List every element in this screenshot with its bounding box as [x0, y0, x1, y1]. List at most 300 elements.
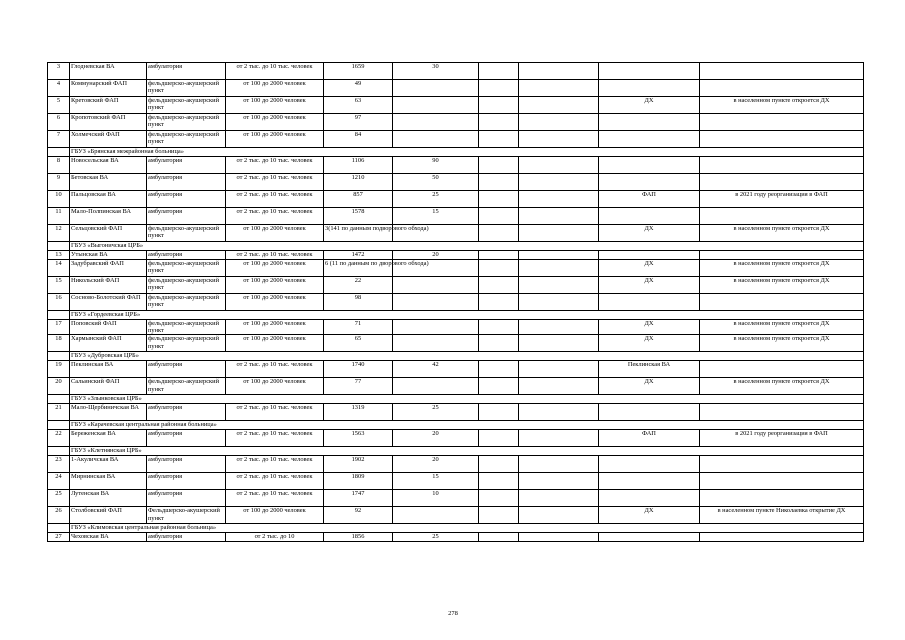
population-category-text: от 2 тыс. до 10 тыс. человек [236, 174, 313, 181]
population-category-text: от 100 до 2000 человек [243, 378, 306, 386]
residents-count [324, 473, 393, 490]
population-category-text: от 100 до 2000 человек [243, 114, 306, 121]
group-header-row [48, 148, 864, 157]
distance-value [393, 251, 479, 260]
row-number [48, 490, 70, 507]
empty-cell [519, 63, 599, 80]
facility-name-text: Хармынский ФАП [71, 335, 122, 343]
planned-change [599, 63, 700, 80]
planned-change-text: ДХ [644, 277, 654, 284]
group-title: ГБУЗ «Выгоничская ЦРБ» [70, 242, 864, 251]
row-number [48, 225, 70, 242]
distance-value-text: 25 [432, 404, 439, 412]
population-category-text: от 2 тыс. до 10 тыс. человек [236, 456, 313, 464]
change-note-text: в населенном пункте откроется ДХ [733, 320, 830, 327]
empty-cell [519, 174, 599, 191]
distance-value [393, 378, 479, 395]
distance-value-text: 25 [432, 191, 439, 198]
row-number-text: 15 [55, 277, 62, 284]
row-number [48, 131, 70, 148]
table-row [48, 225, 864, 242]
table-row [48, 361, 864, 378]
empty-cell [519, 277, 599, 294]
row-number [48, 174, 70, 191]
planned-change [599, 251, 700, 260]
facility-type-text: амбулатория [148, 533, 183, 541]
table-row [48, 277, 864, 294]
residents-count-text: 3(141 по данным подворового обхода) [325, 225, 429, 232]
population-category-text: от 2 тыс. до 10 тыс. человек [236, 430, 313, 438]
residents-count [324, 533, 393, 542]
residents-count [324, 63, 393, 80]
row-number-text: 8 [56, 157, 61, 164]
row-number-text: 17 [55, 320, 62, 327]
residents-count [324, 294, 393, 311]
residents-count-text: 98 [354, 294, 362, 301]
group-number-cell [48, 447, 70, 456]
group-number-cell [48, 242, 70, 251]
row-number-text: 10 [55, 191, 62, 198]
change-note [700, 361, 864, 378]
facility-type-text: амбулатория [148, 473, 183, 481]
row-number [48, 507, 70, 524]
facility-name [70, 490, 147, 507]
population-category [226, 294, 324, 311]
empty-cell [479, 208, 519, 225]
planned-change [599, 404, 700, 421]
change-note-text: в населенном пункте откроется ДХ [733, 260, 830, 267]
facility-type [147, 335, 226, 352]
planned-change [599, 260, 700, 277]
change-note-text: в населенном пункте откроется ДХ [733, 97, 830, 104]
residents-count-text: 49 [354, 80, 362, 87]
planned-change [599, 174, 700, 191]
distance-value [393, 97, 479, 114]
row-number [48, 335, 70, 352]
facility-type-text: фельдшерско-акушерский пункт [148, 225, 220, 240]
row-number [48, 251, 70, 260]
facility-name-text: Новосельская ВА [71, 157, 119, 164]
table-row [48, 473, 864, 490]
population-category [226, 97, 324, 114]
residents-count-text: 71 [354, 320, 362, 327]
table-row [48, 260, 864, 277]
facility-name [70, 131, 147, 148]
group-number-cell [48, 311, 70, 320]
row-number-text: 22 [55, 430, 62, 438]
empty-cell [519, 320, 599, 335]
row-number-text: 13 [55, 251, 62, 258]
empty-cell [519, 430, 599, 447]
page-number: 278 [448, 610, 458, 617]
row-number-text: 7 [56, 131, 61, 138]
population-category [226, 456, 324, 473]
planned-change [599, 294, 700, 311]
distance-value [393, 114, 479, 131]
planned-change [599, 378, 700, 395]
residents-count-text: 1210 [351, 174, 365, 181]
change-note-text: в населенном пункте Николаевка открытие ДХ [717, 507, 846, 515]
distance-value-text: 42 [432, 361, 439, 369]
facility-type [147, 80, 226, 97]
empty-cell [479, 225, 519, 242]
empty-cell [519, 294, 599, 311]
planned-change [599, 430, 700, 447]
facility-name-text: Столбовский ФАП [71, 507, 122, 515]
residents-count [324, 404, 393, 421]
residents-count-text: 1740 [351, 361, 365, 369]
group-number-cell [48, 395, 70, 404]
empty-cell [479, 260, 519, 277]
planned-change [599, 277, 700, 294]
facility-name [70, 157, 147, 174]
facility-name-text: Мало-Полпинская ВА [71, 208, 131, 215]
change-note-text: в 2021 году реорганизация в ФАП [735, 430, 828, 438]
facility-type [147, 378, 226, 395]
group-header-row [48, 395, 864, 404]
group-number-cell [48, 421, 70, 430]
facility-type [147, 131, 226, 148]
facility-name-text: Коммунарский ФАП [71, 80, 128, 87]
empty-cell [519, 157, 599, 174]
population-category-text: от 100 до 2000 человек [243, 294, 306, 301]
facility-name [70, 456, 147, 473]
population-category [226, 260, 324, 277]
population-category-text: от 100 до 2000 человек [243, 277, 306, 284]
empty-cell [479, 320, 519, 335]
distance-value [393, 533, 479, 542]
change-note [700, 277, 864, 294]
residents-count [324, 430, 393, 447]
change-note [700, 320, 864, 335]
group-title: ГБУЗ «Злынковская ЦРБ» [70, 395, 864, 404]
group-header-row [48, 524, 864, 533]
residents-count [324, 114, 393, 131]
facility-name-text: Мало-Щербиничская ВА [71, 404, 139, 412]
empty-cell [479, 131, 519, 148]
residents-count [324, 490, 393, 507]
population-category [226, 404, 324, 421]
facility-name [70, 80, 147, 97]
planned-change [599, 335, 700, 352]
population-category [226, 490, 324, 507]
facility-name [70, 335, 147, 352]
planned-change [599, 456, 700, 473]
residents-count-text: 1106 [351, 157, 365, 164]
empty-cell [479, 251, 519, 260]
empty-cell [479, 294, 519, 311]
facility-type-text: амбулатория [148, 456, 183, 464]
empty-cell [519, 335, 599, 352]
facility-type [147, 456, 226, 473]
change-note [700, 294, 864, 311]
planned-change-text: ФАП [642, 430, 656, 438]
row-number-text: 3 [56, 63, 61, 70]
planned-change-text: ДХ [644, 260, 654, 267]
change-note [700, 404, 864, 421]
row-number [48, 157, 70, 174]
residents-count-text: 6 (11 по данным по дворового обхода) [325, 260, 429, 267]
population-category [226, 157, 324, 174]
facility-type-text: амбулатория [148, 361, 183, 369]
facility-type-text: амбулатория [148, 490, 183, 498]
empty-cell [519, 225, 599, 242]
facility-type-text: амбулатория [148, 157, 183, 164]
facility-type-text: амбулатория [148, 208, 183, 215]
facility-name-text: Кропотовский ФАП [71, 114, 126, 121]
facility-type-text: амбулатория [148, 191, 183, 198]
row-number [48, 456, 70, 473]
facility-name [70, 191, 147, 208]
row-number [48, 97, 70, 114]
empty-cell [519, 490, 599, 507]
empty-cell [479, 335, 519, 352]
change-note-text: в населенном пункте откроется ДХ [733, 378, 830, 386]
residents-count-text: 1902 [351, 456, 365, 464]
population-category-text: от 100 до 2000 человек [243, 131, 306, 138]
row-number-text: 25 [55, 490, 62, 498]
table-row [48, 80, 864, 97]
row-number [48, 80, 70, 97]
empty-cell [479, 174, 519, 191]
change-note [700, 80, 864, 97]
facility-name [70, 320, 147, 335]
row-number-text: 6 [56, 114, 61, 121]
planned-change-text: Пеклинская ВА [627, 361, 671, 369]
change-note [700, 456, 864, 473]
residents-count [324, 277, 393, 294]
empty-cell [479, 404, 519, 421]
distance-value [393, 320, 479, 335]
population-category-text: от 2 тыс. до 10 тыс. человек [236, 473, 313, 481]
facility-name [70, 294, 147, 311]
residents-count-text: 1856 [351, 533, 365, 541]
group-header-row [48, 447, 864, 456]
residents-count-text: 1472 [351, 251, 365, 258]
population-category-text: от 2 тыс. до 10 тыс. человек [236, 251, 313, 258]
change-note [700, 208, 864, 225]
facility-name [70, 361, 147, 378]
population-category [226, 277, 324, 294]
distance-value-text: 90 [432, 157, 439, 164]
row-number-text: 9 [56, 174, 61, 181]
population-category-text: от 2 тыс. до 10 [254, 533, 295, 541]
distance-value [393, 490, 479, 507]
row-number-text: 26 [55, 507, 62, 515]
residents-count [324, 97, 393, 114]
row-number-text: 12 [55, 225, 62, 232]
population-category [226, 174, 324, 191]
facility-name-text: Чеховская ВА [71, 533, 109, 541]
change-note [700, 225, 864, 242]
change-note [700, 490, 864, 507]
planned-change-text: ДХ [644, 378, 654, 386]
row-number [48, 191, 70, 208]
facility-type [147, 361, 226, 378]
residents-count-text: 97 [354, 114, 362, 121]
planned-change [599, 131, 700, 148]
row-number-text: 27 [55, 533, 62, 541]
residents-count-text: 22 [354, 277, 362, 284]
table-row [48, 456, 864, 473]
facility-type [147, 320, 226, 335]
change-note-text: в населенном пункте откроется ДХ [733, 335, 830, 343]
row-number [48, 63, 70, 80]
residents-count-text: 1563 [351, 430, 365, 438]
empty-cell [479, 456, 519, 473]
residents-count [324, 378, 393, 395]
residents-count-text: 857 [353, 191, 363, 198]
planned-change-text: ДХ [644, 320, 654, 327]
residents-count-text: 1809 [351, 473, 365, 481]
change-note [700, 251, 864, 260]
population-category-text: от 100 до 2000 человек [243, 97, 306, 104]
facility-name-text: Холмечский ФАП [71, 131, 120, 138]
group-header-row [48, 352, 864, 361]
row-number-text: 19 [55, 361, 62, 369]
change-note [700, 473, 864, 490]
empty-cell [479, 490, 519, 507]
facility-name [70, 404, 147, 421]
distance-value [393, 157, 479, 174]
change-note [700, 131, 864, 148]
facility-type [147, 63, 226, 80]
change-note-text: в 2021 году реорганизация в ФАП [735, 191, 828, 198]
facility-name [70, 208, 147, 225]
facility-type-text: амбулатория [148, 251, 183, 258]
distance-value [393, 131, 479, 148]
row-number [48, 361, 70, 378]
table-row [48, 114, 864, 131]
empty-cell [519, 80, 599, 97]
facility-type [147, 507, 226, 524]
planned-change-text: ДХ [644, 225, 654, 232]
planned-change-text: ДХ [644, 335, 654, 343]
empty-cell [519, 251, 599, 260]
empty-cell [479, 114, 519, 131]
population-category [226, 473, 324, 490]
facility-type-text: фельдшерско-акушерский пункт [148, 114, 220, 129]
empty-cell [479, 63, 519, 80]
distance-value-text: 20 [432, 430, 439, 438]
planned-change [599, 361, 700, 378]
distance-value [393, 208, 479, 225]
empty-cell [519, 533, 599, 542]
planned-change-text: ДХ [644, 507, 654, 515]
residents-count-text: 65 [354, 335, 362, 343]
facility-type-text: фельдшерско-акушерский пункт [148, 80, 220, 95]
facility-type [147, 97, 226, 114]
table-row [48, 378, 864, 395]
facility-name [70, 277, 147, 294]
facility-name [70, 378, 147, 395]
population-category-text: от 2 тыс. до 10 тыс. человек [236, 361, 313, 369]
residents-count [324, 361, 393, 378]
population-category-text: от 2 тыс. до 10 тыс. человек [236, 208, 313, 215]
facility-type-text: фельдшерско-акушерский пункт [148, 320, 220, 335]
facility-name-text: 1-Акуличская ВА [71, 456, 119, 464]
facility-name-text: Пеклинская ВА [71, 361, 114, 369]
empty-cell [519, 456, 599, 473]
planned-change [599, 80, 700, 97]
change-note [700, 97, 864, 114]
residents-count-text: 63 [354, 97, 362, 104]
empty-cell [519, 507, 599, 524]
change-note [700, 191, 864, 208]
facility-type [147, 260, 226, 277]
change-note [700, 507, 864, 524]
facility-name-text: Пальцовская ВА [71, 191, 116, 198]
group-title: ГБУЗ «Клетнянская ЦРБ» [70, 447, 864, 456]
group-header-row [48, 421, 864, 430]
facility-name-text: Утынская ВА [71, 251, 108, 258]
empty-cell [519, 97, 599, 114]
distance-value [393, 404, 479, 421]
residents-count-text: 84 [354, 131, 362, 138]
planned-change [599, 473, 700, 490]
facility-type-text: амбулатория [148, 174, 183, 181]
facility-name [70, 114, 147, 131]
row-number-text: 16 [55, 294, 62, 301]
distance-value-text: 10 [432, 490, 439, 498]
group-title: ГБУЗ «Дубровская ЦРБ» [70, 352, 864, 361]
row-number-text: 21 [55, 404, 62, 412]
distance-value-text: 25 [432, 533, 439, 541]
population-category [226, 430, 324, 447]
table-row [48, 157, 864, 174]
group-title: ГБУЗ «Климовская центральная районная больница» [70, 524, 864, 533]
table-row [48, 404, 864, 421]
distance-value [393, 294, 479, 311]
planned-change-text: ФАП [642, 191, 656, 198]
change-note [700, 260, 864, 277]
row-number [48, 294, 70, 311]
facility-type [147, 533, 226, 542]
residents-count [324, 260, 429, 277]
row-number-text: 20 [55, 378, 62, 386]
population-category [226, 533, 324, 542]
population-category [226, 335, 324, 352]
facility-type [147, 490, 226, 507]
population-category-text: от 2 тыс. до 10 тыс. человек [236, 490, 313, 498]
population-category [226, 63, 324, 80]
population-category [226, 80, 324, 97]
table-row [48, 294, 864, 311]
population-category [226, 361, 324, 378]
row-number [48, 473, 70, 490]
empty-cell [519, 378, 599, 395]
population-category-text: от 2 тыс. до 10 тыс. человек [236, 157, 313, 164]
population-category [226, 378, 324, 395]
table-row [48, 320, 864, 335]
distance-value-text: 15 [432, 208, 439, 215]
population-category-text: от 2 тыс. до 10 тыс. человек [236, 191, 313, 198]
facility-name [70, 174, 147, 191]
facility-name-text: Поповский ФАП [71, 320, 117, 327]
facility-type [147, 473, 226, 490]
facility-name-text: Лутенская ВА [71, 490, 110, 498]
empty-cell [519, 191, 599, 208]
group-number-cell [48, 352, 70, 361]
empty-cell [519, 404, 599, 421]
residents-count [324, 157, 393, 174]
facility-name-text: Кретовский ФАП [71, 97, 119, 104]
change-note [700, 430, 864, 447]
change-note [700, 533, 864, 542]
residents-count [324, 208, 393, 225]
row-number-text: 5 [56, 97, 61, 104]
facility-type-text: фельдшерско-акушерский пункт [148, 131, 220, 146]
